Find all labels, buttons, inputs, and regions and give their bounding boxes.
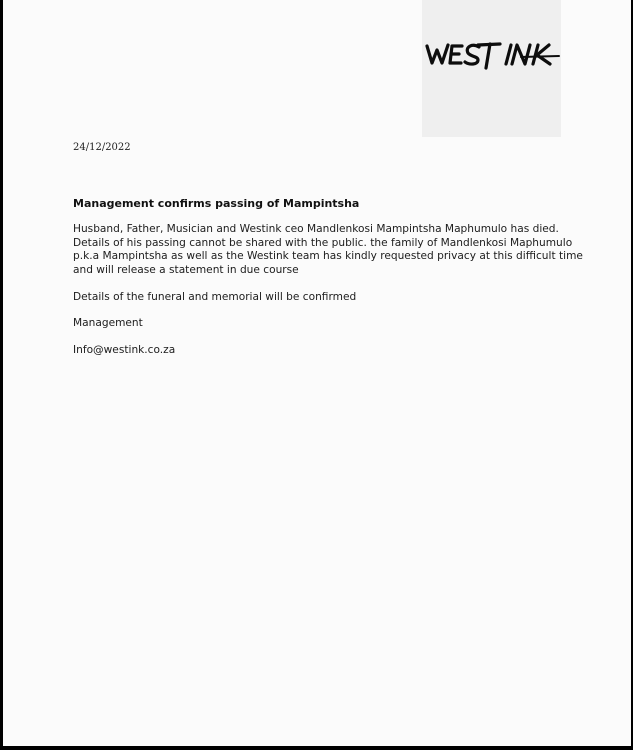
letter-title: Management confirms passing of Mampintsha (73, 197, 360, 210)
letter-paragraph-2: Details of the funeral and memorial will be confirmed (73, 291, 357, 303)
letter-date: 24/12/2022 (73, 142, 131, 153)
letter-paragraph-1: Husband, Father, Musician and Westink ceo Mandlenkosi Mampintsha Maphumulo has died. Details of his passing cannot be shared with the public. the family of Mandlenkosi Maphumulo p.k.a Mampintsha as well as the Westink team has kindly requested privacy at this difficult time and will release a statement in due course (73, 223, 583, 276)
logo-box (422, 0, 561, 137)
contact-email: Info@westink.co.za (73, 344, 176, 356)
document-page (3, 0, 631, 746)
west-ink-logo (422, 0, 561, 137)
letter-signature: Management (73, 317, 143, 329)
